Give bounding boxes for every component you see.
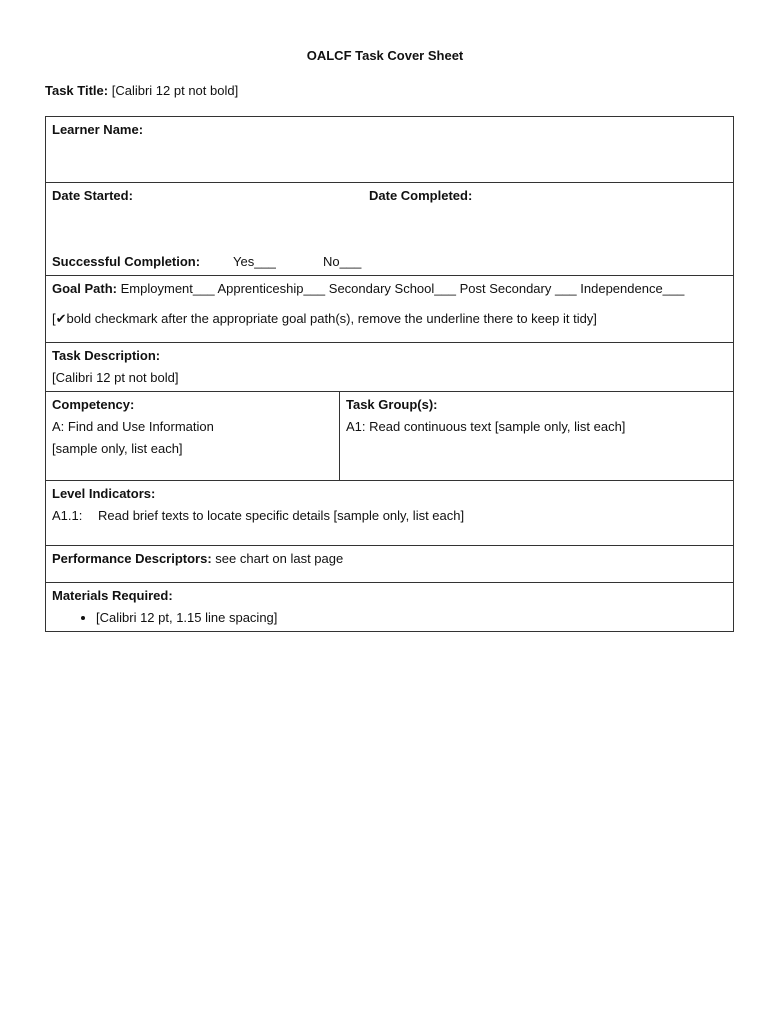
completion-no-option[interactable]: No___: [323, 254, 362, 269]
task-title-line: [45, 83, 238, 98]
task-title-value: [Calibri 12 pt not bold]: [111, 83, 239, 98]
goal-path-options: Employment___ Apprenticeship___ Secondary School___ Post Secondary ___ Independence___: [120, 281, 685, 296]
learner-name-cell[interactable]: [46, 117, 734, 183]
level-indicators-label: Level Indicators:: [52, 486, 156, 501]
date-row: [46, 183, 734, 276]
task-group-label: Task Group(s):: [346, 397, 438, 412]
task-description-row: [46, 343, 734, 392]
goal-path-row: [46, 276, 734, 343]
task-group-cell[interactable]: [340, 392, 734, 481]
performance-value: see chart on last page: [215, 551, 344, 566]
performance-label: Performance Descriptors:: [52, 551, 212, 566]
goal-path-cell[interactable]: [46, 276, 734, 343]
level-indicator-code: A1.1:: [52, 508, 83, 523]
task-title-label: Task Title:: [45, 83, 109, 98]
level-indicators-cell[interactable]: [46, 481, 734, 546]
materials-label: Materials Required:: [52, 588, 173, 603]
performance-cell[interactable]: [46, 546, 734, 583]
competency-cell[interactable]: [46, 392, 340, 481]
page-title: OALCF Task Cover Sheet: [306, 48, 464, 63]
competency-line-2: [sample only, list each]: [52, 441, 183, 456]
performance-row: [46, 546, 734, 583]
materials-cell[interactable]: [46, 583, 734, 632]
successful-completion-label: Successful Completion:: [52, 254, 201, 269]
goal-path-label: Goal Path:: [52, 281, 118, 296]
completion-yes-option[interactable]: Yes___: [233, 254, 276, 269]
task-description-value: [Calibri 12 pt not bold]: [52, 370, 179, 385]
competency-label: Competency:: [52, 397, 135, 412]
goal-path-note: bold checkmark after the appropriate goal path(s), remove the underline there to keep it tidy]: [66, 311, 597, 326]
materials-list: [52, 607, 727, 629]
level-indicators-row: [46, 481, 734, 546]
cover-sheet-table: [45, 116, 734, 632]
task-description-label: Task Description:: [52, 348, 161, 363]
learner-name-label: Learner Name:: [52, 122, 144, 137]
learner-row: [46, 117, 734, 183]
level-indicator-text: Read brief texts to locate specific details [sample only, list each]: [98, 508, 465, 523]
materials-row: [46, 583, 734, 632]
task-group-line-1: A1: Read continuous text [sample only, list each]: [346, 419, 626, 434]
task-description-cell[interactable]: [46, 343, 734, 392]
checkmark-icon: [✔: [52, 311, 67, 326]
competency-line-1: A: Find and Use Information: [52, 419, 214, 434]
list-item: • [Calibri 12 pt, 1.15 line spacing]: [96, 607, 727, 629]
competency-row: [46, 392, 734, 481]
date-cell[interactable]: [46, 183, 734, 276]
date-completed-label: Date Completed:: [369, 188, 473, 203]
date-started-label: Date Started:: [52, 188, 133, 203]
